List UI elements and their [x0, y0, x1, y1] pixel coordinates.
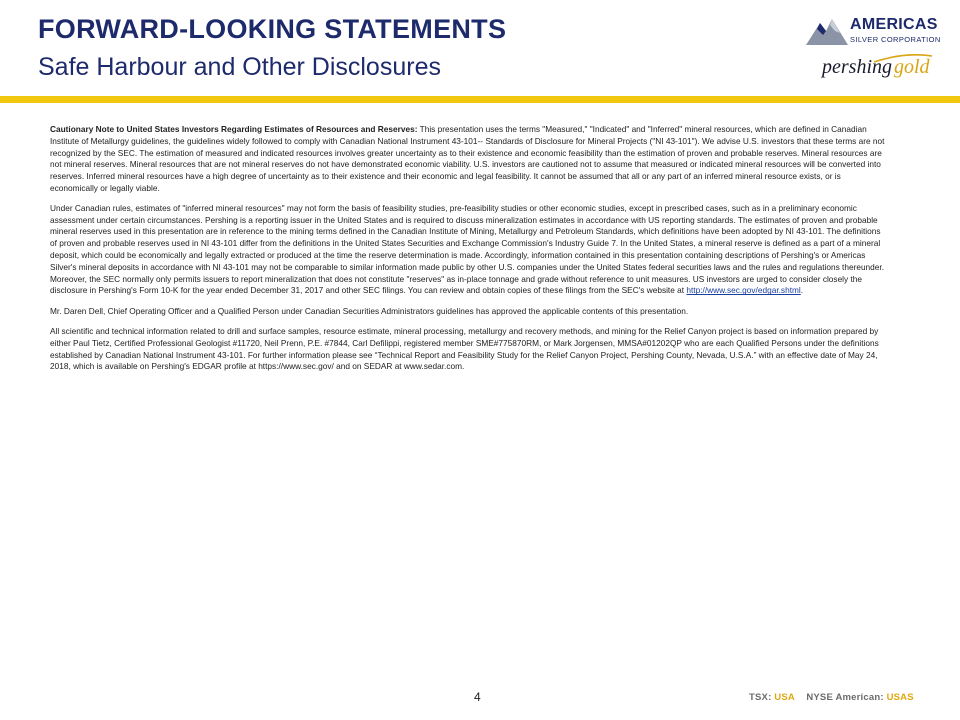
- paragraph-text: This presentation uses the terms "Measured," "Indicated" and "Inferred" mineral resources, which are defined in Canadian Institute of Metallurgy guidelines, the guidelines widely followed to comply with Canadian National Instrument 43-101-- Standards of Disclosure for Mineral Projects ("NI 43-101"). We advise U.S. investors that these terms are not recognized by the SEC. The estimation of measured and indicated resources involves greater uncertainty as to their existence and economic feasibility than the estimation of proven and probable reserves. Mineral resources are not mineral reserves. Mineral resources that are not mineral reserves do not have demonstrated economic viability. U.S. investors are cautioned not to assume that measured or indicated mineral resources will be converted into reserves. Inferred mineral resources have a high degree of uncertainty as to their existence and their economic and legal feasibility. It cannot be assumed that all or any part of an inferred mineral resource exists, or is economically or legally viable.: [50, 124, 885, 193]
- americas-logo-sub: SILVER CORPORATION: [850, 35, 941, 44]
- header-divider: [0, 96, 960, 103]
- mountain-logo-icon: [806, 17, 848, 45]
- page-number: 4: [474, 690, 481, 704]
- tsx-label: TSX:: [749, 692, 775, 703]
- americas-logo-name: AMERICAS: [850, 16, 938, 33]
- tsx-symbol: USA: [774, 692, 795, 703]
- paragraph-text: Under Canadian rules, estimates of "inferred mineral resources" may not form the basis of feasibility studies, pre-feasibility studies or other economic studies, except in prescribed cases, such as in a preliminary economic assessment under certain circumstances. Pershing is a reporting issuer in the United States and is required to discuss mineralization estimates in accordance with US reporting standards. The estimates of proven and probable mineral reserves used in this presentation are in reference to the mining terms defined in the Canadian Institute of Mining, Metallurgy and Petroleum Standards, which definitions have been adopted by NI 43-101. The definitions of proven and probable reserves used in NI 43-101 differ from the definitions in the United States Securities and Exchange Commission's Industry Guide 7. In the United States, a mineral reserve is defined as a part of a mineral deposit, which could be economically and legally extracted or produced at the time the reserve determination is made. Accordingly, information contained in this presentation containing descriptions of Pershing's or Americas Silver's mineral deposits in accordance with NI 43-101 may not be comparable to similar information made public by other U.S. companies under the United States federal securities laws and the rules and regulations thereunder. Moreover, the SEC normally only permits issuers to report mineralization that does not constitute "reserves" as in-place tonnage and grade without reference to unit measures. US investors are urged to consider closely the disclosure in Pershing's Form 10-K for the year ended December 31, 2017 and other SEC filings. You can review and obtain copies of these filings from the SEC's website at: [50, 202, 885, 296]
- page-subtitle: Safe Harbour and Other Disclosures: [38, 53, 441, 81]
- americas-silver-logo: [806, 15, 940, 49]
- ticker-symbols: [749, 692, 914, 703]
- paragraph-qualified-person: [50, 306, 888, 318]
- paragraph-technical-info: [50, 326, 888, 373]
- paragraph-text: All scientific and technical information related to drill and surface samples, resource estimate, mineral processing, metallurgy and recovery methods, and mining for the Relief Canyon project is based on information prepared by either Paul Tietz, Certified Professional Geologist #11720, Neil Prenn, P.E. #7844, Carl Defilippi, registered member SME#775870RM, or Mark Jorgensen, MMSA#01202QP who are each Qualified Persons under the definitions established by Canadian National Instrument 43-101. For further information please see “Technical Report and Feasibility Study for the Relief Canyon Project, Pershing County, Nevada, U.S.A.” with an effective date of May 24, 2018, which is available on Pershing's EDGAR profile at https://www.sec.gov/ and on SEDAR at www.sedar.com.: [50, 325, 879, 372]
- paragraph-end: .: [800, 285, 804, 296]
- paragraph-cautionary-note: [50, 124, 888, 195]
- page-title: FORWARD-LOOKING STATEMENTS: [38, 14, 507, 44]
- sec-edgar-link[interactable]: http://www.sec.gov/edgar.shtml: [686, 285, 801, 296]
- pershing-logo-word: pershing: [822, 56, 892, 78]
- gold-logo-word: gold: [894, 56, 930, 78]
- pershing-gold-logo: [814, 52, 940, 84]
- paragraph-canadian-rules: [50, 203, 888, 297]
- nyse-symbol: USAS: [886, 692, 914, 703]
- disclosure-body: [50, 124, 888, 382]
- paragraph-text: Mr. Daren Dell, Chief Operating Officer and a Qualified Person under Canadian Securities Administrators guidelines has approved the applicable contents of this presentation.: [50, 305, 689, 316]
- paragraph-heading: Cautionary Note to United States Investors Regarding Estimates of Resources and Reserves:: [50, 124, 418, 134]
- nyse-label: NYSE American:: [806, 692, 887, 703]
